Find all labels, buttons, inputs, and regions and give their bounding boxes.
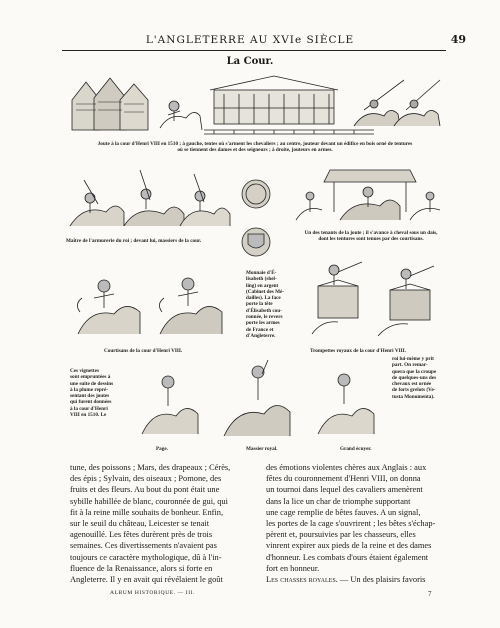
coin-caption-line: d'Angleterre. <box>246 332 276 339</box>
tenants-caption-line1: Un des tenants de la joute ; il s'avance à cheval sous un dais, <box>304 230 438 236</box>
massier-caption: Massier royal. <box>246 446 278 452</box>
body-line: des émotions violentes chères aux Anglais : aux <box>266 463 427 472</box>
left-note <box>70 368 132 418</box>
section-title: La Cour. <box>226 56 274 67</box>
body-line: une cage remplie de bêtes fauves. A un signal, <box>266 507 421 517</box>
coin-caption <box>246 270 308 339</box>
footer-left: ALBUM HISTORIQUE. — III. <box>110 590 196 596</box>
riders-engraving <box>138 356 392 442</box>
coin-caption-line: ronnée, le revers <box>246 314 283 321</box>
armory-engraving <box>64 160 234 234</box>
body-line-subhead <box>266 574 456 585</box>
coin-caption-line: (Cabinet des Mé- <box>246 288 285 295</box>
running-head <box>0 32 500 50</box>
body-line: tune, des poissons ; Mars, des drapeaux ; Cérès, <box>70 463 231 472</box>
body-line: d'honneur. Les combats d'ours étaient également <box>266 552 429 562</box>
body-line: un tournoi dans lequel des cavaliers amenèrent <box>266 485 423 495</box>
right-note-line: quera que la croupe <box>392 368 437 375</box>
body-line: agenouillé. Les fêtes durèrent près de trois <box>70 530 213 540</box>
body-line: sur le seuil du château, Leicester se tenait <box>70 519 210 529</box>
body-line: toujours ce caractère mythologique, dû à l'in- <box>70 552 222 562</box>
body-left-column <box>70 462 256 585</box>
trumpeters-engraving <box>308 256 456 342</box>
right-note-line: de forts grelots (Ve- <box>392 387 436 394</box>
left-note-line: une suite de dessins <box>70 380 114 387</box>
right-note-line: chevaux est ornée <box>392 381 432 388</box>
body-line: fêtes du couronnement d'Henri VIII, on donna <box>266 474 421 484</box>
courtiers-engraving <box>70 262 240 342</box>
body-line: Angleterre. Il y en avait qui révélaient le goût <box>70 575 223 585</box>
body-line: fluence de la Renaissance, alors si forte en <box>70 563 213 573</box>
tenants-caption <box>286 230 456 243</box>
tenants-caption-line2: dont les tentures sont tenues par des courtisans. <box>318 236 424 243</box>
joust-caption-line2: où se tiennent des dames et des seigneurs ; à droite, jouteurs en armes. <box>177 147 333 154</box>
joust-caption <box>60 141 450 154</box>
body-line: fort en honneur. <box>266 563 320 573</box>
left-note-line: VIII en 1510. Le <box>70 412 107 419</box>
subhead: Les chasses royales. <box>266 575 338 585</box>
body-line: semaines. Ces divertissements n'avaient pas <box>70 541 217 551</box>
coin-caption-line: d'Élisabeth cou- <box>246 307 282 314</box>
coin-caption-line: lisabeth (shel- <box>246 276 277 283</box>
trumpeters-caption: Trompettes royaux de la cour d'Henri VIII. <box>310 348 406 354</box>
body-line: sybille habillée de blanc, couronnée de gui, qui <box>70 496 228 506</box>
coin-caption-line: de France et <box>246 326 274 333</box>
right-note-line: tusta Monumenta). <box>392 393 435 400</box>
armory-caption: Maître de l'armurerie du roi ; devant lui, massiers de la cour. <box>66 238 202 244</box>
body-line: dans la lice un char de triomphe supportant <box>266 496 411 506</box>
page-caption: Page. <box>156 446 168 452</box>
left-note-line: sentant des joutes <box>70 393 110 400</box>
coin-caption-line: Monnaie d'É- <box>246 270 277 276</box>
squire-caption: Grand écuyer. <box>340 446 372 452</box>
left-note-line: à la plume repré- <box>70 386 109 393</box>
right-note-line: roi lui-même y prit <box>392 356 434 362</box>
tenant-engraving <box>290 160 450 228</box>
coin-caption-line: ling) en argent <box>246 282 279 289</box>
right-note-line: part. On remar- <box>392 362 428 369</box>
body-right-column <box>266 462 456 585</box>
footer-signature: 7 <box>428 590 433 598</box>
header-rule <box>62 50 446 51</box>
body-line: fit à la reine mille souhaits de bonheur. Enfin, <box>70 507 224 517</box>
right-note-line: de quelques-uns des <box>392 374 437 381</box>
joust-caption-line1: Joute à la cour d'Henri VIII en 1510 ; à gauche, tentes où s'arment les chevaliers ; au centre, jouteur devant un édifice en bois orné de tentures <box>97 141 413 147</box>
coin-caption-line: porte les armes <box>246 320 280 327</box>
left-note-line: qui furent données <box>70 399 112 406</box>
body-line: des épis ; Sylvain, des oiseaux ; Pomone, des <box>70 474 222 484</box>
body-line: pèrent et, poursuivies par les chasseurs, elles <box>266 530 416 540</box>
left-note-line: à la cour d'Henri <box>70 405 108 412</box>
page-number: 49 <box>450 33 466 46</box>
running-title: L'ANGLETERRE AU XVIe SIÈCLE <box>145 34 355 46</box>
body-line: fruits et des fleurs. Au bout du pont était une <box>70 485 220 495</box>
coin-engraving <box>234 176 278 266</box>
joust-engraving <box>64 70 448 138</box>
coin-caption-line: dailles). La face <box>246 295 281 302</box>
coin-caption-line: porte la tête <box>246 301 273 308</box>
left-note-line: sont empruntées à <box>70 374 111 381</box>
left-note-line: Ces vignettes <box>70 368 99 374</box>
body-line: vinrent expirer aux pieds de la reine et des dames <box>266 541 432 551</box>
right-note <box>392 356 454 400</box>
courtiers-caption: Courtisans de la cour d'Henri VIII. <box>104 348 183 354</box>
body-line: les portes de la cage s'ouvrirent ; les bêtes s'échap- <box>266 519 436 529</box>
subhead-text: — Un des plaisirs favoris <box>337 575 426 585</box>
